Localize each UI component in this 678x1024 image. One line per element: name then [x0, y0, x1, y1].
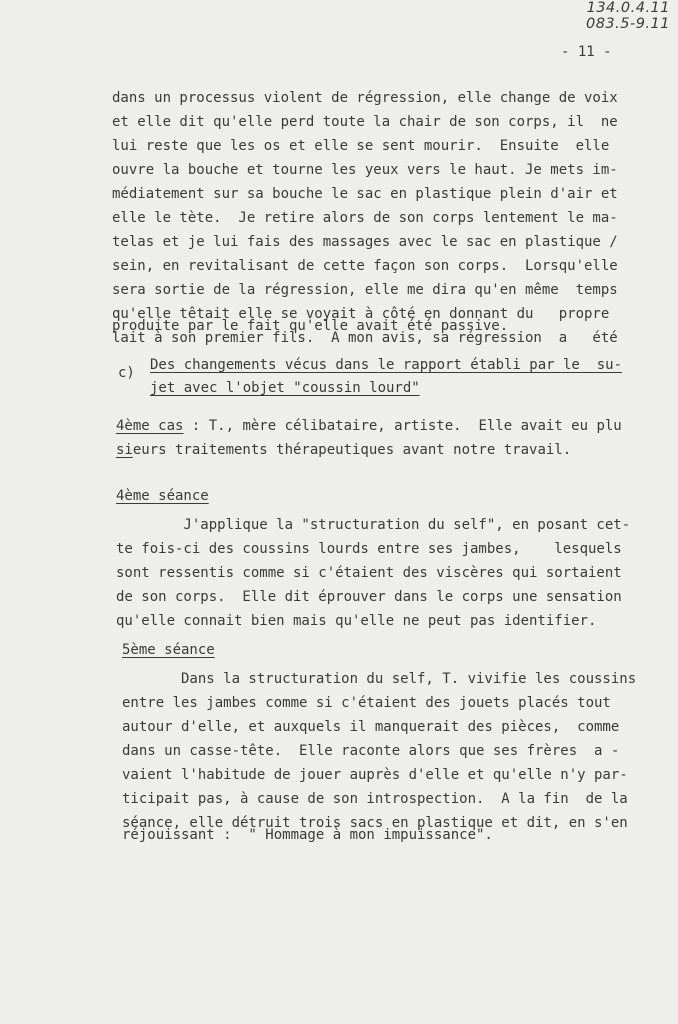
page-number: - 11 - [561, 44, 612, 60]
text-line: dans un casse-tête. Elle raconte alors que ses frères a - [122, 743, 620, 759]
text-line: réjouissant : " Hommage à mon impuissance". [122, 827, 493, 843]
text-line: sont ressentis comme si c'étaient des viscères qui sortaient [116, 565, 622, 581]
archive-reference-marks [586, 0, 670, 32]
session-4-heading: 4ème séance [116, 488, 209, 504]
text-line: qu'elle têtait elle se voyait à côté en donnant du propre [112, 306, 610, 322]
archive-mark: 083.5-9.11 [585, 16, 670, 32]
text-line: de son corps. Elle dit éprouver dans le corps une sensation [116, 589, 622, 605]
text-line: entre les jambes comme si c'étaient des jouets placés tout [122, 695, 611, 711]
text-line: dans un processus violent de régression, elle change de voix [112, 90, 618, 106]
text-line: sein, en revitalisant de cette façon son corps. Lorsqu'elle [112, 258, 618, 274]
archive-mark: 134.0.4.11 [586, 0, 670, 16]
text-line: produite par le fait qu'elle avait été passive. [112, 318, 509, 334]
case-4-heading: 4ème cas [116, 418, 184, 434]
text-line: vaient l'habitude de jouer auprès d'elle et qu'elle n'y par- [122, 767, 628, 783]
text-line: te fois-ci des coussins lourds entre ses jambes, lesquels [116, 541, 622, 557]
text-line: elle le tète. Je retire alors de son corps lentement le ma- [112, 210, 618, 226]
text-line: lait à son premier fils. A mon avis, sa régression a été [112, 330, 618, 346]
case-4-text: : T., mère célibataire, artiste. Elle avait eu plu [183, 418, 622, 434]
case-4-line [116, 417, 622, 436]
case-4-text: eurs traitements thérapeutiques avant notre travail. [132, 442, 572, 458]
session-5-heading: 5ème séance [122, 642, 215, 658]
section-title-line: jet avec l'objet "coussin lourd" [150, 380, 420, 396]
text-line: Dans la structuration du self, T. vivifie les coussins [122, 671, 637, 687]
section-label: c) [118, 365, 135, 381]
text-line: ticipait pas, à cause de son introspection. A la fin de la [122, 791, 628, 807]
case-4-line [116, 441, 571, 460]
text-line: J'applique la "structuration du self", en posant cet- [116, 517, 631, 533]
text-line: autour d'elle, et auxquels il manquerait des pièces, comme [122, 719, 620, 735]
text-line: qu'elle connait bien mais qu'elle ne peut pas identifier. [116, 613, 597, 629]
text-line: lui reste que les os et elle se sent mourir. Ensuite elle [112, 138, 610, 154]
text-line: sera sortie de la régression, elle me dira qu'en même temps [112, 282, 618, 298]
case-4-text-underlined: si [116, 442, 133, 458]
section-title-line: Des changements vécus dans le rapport établi par le su- [150, 357, 623, 373]
text-line: séance, elle détruit trois sacs en plastique et dit, en s'en [122, 815, 628, 831]
text-line: ouvre la bouche et tourne les yeux vers le haut. Je mets im- [112, 162, 618, 178]
text-line: telas et je lui fais des massages avec le sac en plastique / [112, 234, 618, 250]
text-line: et elle dit qu'elle perd toute la chair de son corps, il ne [112, 114, 618, 130]
text-line: médiatement sur sa bouche le sac en plastique plein d'air et [112, 186, 618, 202]
